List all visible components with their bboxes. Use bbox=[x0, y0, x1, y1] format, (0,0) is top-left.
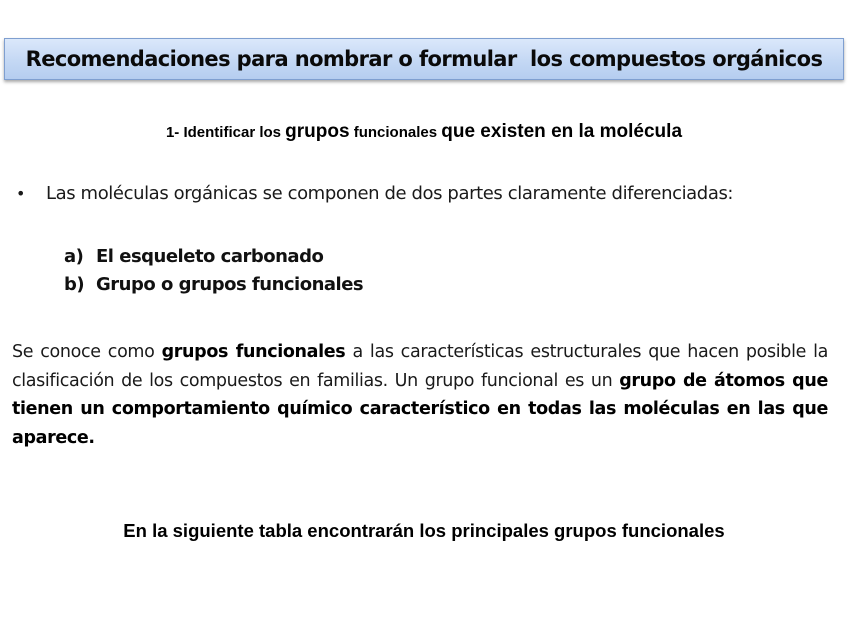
slide-title: Recomendaciones para nombrar o formular los compuestos orgánicos bbox=[25, 47, 823, 71]
step-heading-part1: 1- Identificar los bbox=[165, 124, 286, 141]
bullet-item bbox=[16, 183, 733, 204]
paragraph-text-2: a las características estructurales que hacen posible la clasificación de los compuestos en familias. Un grupo funcional es un bbox=[12, 342, 828, 391]
bullet-marker: • bbox=[16, 184, 26, 203]
sublist-text: Grupo o grupos funcionales bbox=[96, 273, 364, 295]
step-heading bbox=[0, 120, 848, 145]
sublist-marker: a) bbox=[64, 245, 84, 267]
table-intro-note: En la siguiente tabla encontrarán los principales grupos funcionales bbox=[123, 520, 725, 541]
step-heading-part3: funcionales bbox=[349, 124, 442, 141]
step-heading-part2: grupos bbox=[285, 121, 350, 142]
step-heading-part4: que existen en la molécula bbox=[441, 121, 683, 142]
sublist bbox=[64, 242, 363, 298]
sublist-marker: b) bbox=[64, 273, 85, 295]
definition-paragraph bbox=[12, 338, 828, 452]
sublist-text: El esqueleto carbonado bbox=[96, 245, 324, 267]
sublist-item bbox=[64, 242, 363, 270]
paragraph-text-1: Se conoce como bbox=[12, 342, 162, 362]
bullet-text: Las moléculas orgánicas se componen de dos partes claramente diferenciadas: bbox=[46, 183, 734, 204]
sublist-item bbox=[64, 270, 363, 298]
paragraph-bold-1: grupos funcionales bbox=[161, 342, 346, 362]
paragraph-bold-2: grupo de átomos que tienen un comportamiento químico característico en todas las moléculas en las que aparece. bbox=[12, 370, 828, 448]
title-banner bbox=[4, 38, 844, 80]
